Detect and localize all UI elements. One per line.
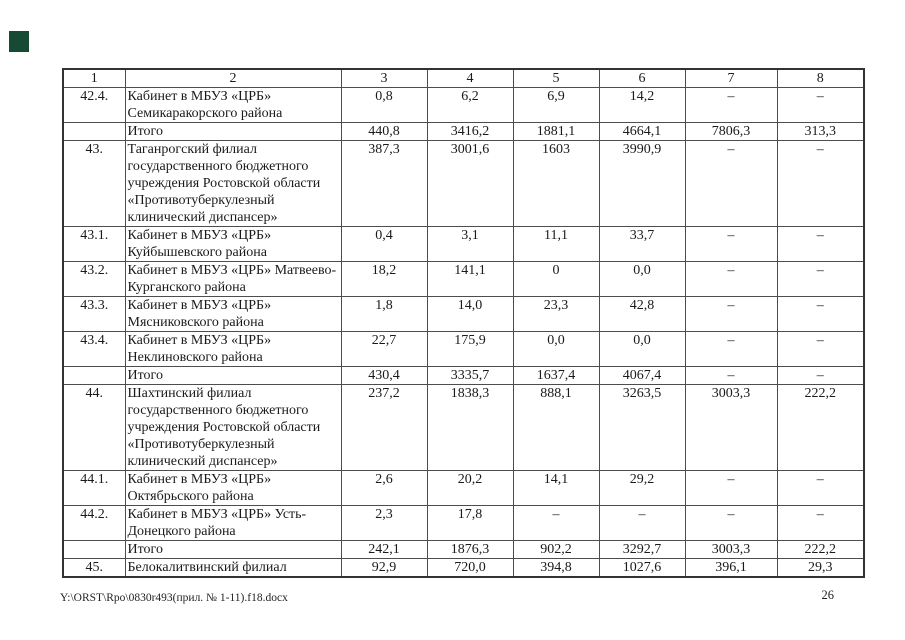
value-cell: 3003,3 bbox=[685, 385, 777, 471]
value-cell: – bbox=[685, 332, 777, 367]
row-name-cell: Шахтинский филиал государственного бюджетного учреждения Ростовской области «Противотуберкулезный клинический диспансер» bbox=[125, 385, 341, 471]
value-cell: 0,0 bbox=[599, 262, 685, 297]
row-number-cell bbox=[63, 367, 125, 385]
value-cell: 18,2 bbox=[341, 262, 427, 297]
table-row bbox=[63, 262, 864, 297]
row-number-cell: 44.1. bbox=[63, 471, 125, 506]
value-cell: – bbox=[777, 141, 864, 227]
value-cell: 17,8 bbox=[427, 506, 513, 541]
value-cell: – bbox=[777, 332, 864, 367]
column-header: 3 bbox=[341, 69, 427, 88]
value-cell: 0,0 bbox=[513, 332, 599, 367]
table-body bbox=[63, 88, 864, 578]
row-number-cell: 43.4. bbox=[63, 332, 125, 367]
value-cell: 222,2 bbox=[777, 385, 864, 471]
value-cell: 33,7 bbox=[599, 227, 685, 262]
value-cell: 29,2 bbox=[599, 471, 685, 506]
value-cell: 20,2 bbox=[427, 471, 513, 506]
value-cell: 0 bbox=[513, 262, 599, 297]
value-cell: 396,1 bbox=[685, 559, 777, 578]
value-cell: 902,2 bbox=[513, 541, 599, 559]
value-cell: 222,2 bbox=[777, 541, 864, 559]
column-header: 4 bbox=[427, 69, 513, 88]
row-number-cell: 45. bbox=[63, 559, 125, 578]
value-cell: 430,4 bbox=[341, 367, 427, 385]
row-number-cell: 43. bbox=[63, 141, 125, 227]
footer-file-path: Y:\ORST\Rpo\0830r493(прил. № 1-11).f18.docx bbox=[60, 592, 288, 604]
value-cell: 2,6 bbox=[341, 471, 427, 506]
value-cell: 1,8 bbox=[341, 297, 427, 332]
row-number-cell: 43.1. bbox=[63, 227, 125, 262]
row-name-cell: Итого bbox=[125, 541, 341, 559]
value-cell: 3292,7 bbox=[599, 541, 685, 559]
value-cell: – bbox=[685, 141, 777, 227]
table-header bbox=[63, 69, 864, 88]
value-cell: 3416,2 bbox=[427, 123, 513, 141]
corner-marker bbox=[9, 31, 29, 52]
value-cell: – bbox=[777, 297, 864, 332]
table-row bbox=[63, 385, 864, 471]
row-name-cell: Кабинет в МБУЗ «ЦРБ» Куйбышевского района bbox=[125, 227, 341, 262]
value-cell: – bbox=[685, 297, 777, 332]
value-cell: 888,1 bbox=[513, 385, 599, 471]
value-cell: 440,8 bbox=[341, 123, 427, 141]
table-row bbox=[63, 559, 864, 578]
table-row bbox=[63, 123, 864, 141]
value-cell: 3003,3 bbox=[685, 541, 777, 559]
value-cell: – bbox=[599, 506, 685, 541]
row-number-cell: 44.2. bbox=[63, 506, 125, 541]
value-cell: 3,1 bbox=[427, 227, 513, 262]
value-cell: 22,7 bbox=[341, 332, 427, 367]
row-name-cell: Итого bbox=[125, 123, 341, 141]
value-cell: – bbox=[685, 471, 777, 506]
value-cell: 14,1 bbox=[513, 471, 599, 506]
table-row bbox=[63, 367, 864, 385]
row-number-cell bbox=[63, 123, 125, 141]
value-cell: 242,1 bbox=[341, 541, 427, 559]
value-cell: 175,9 bbox=[427, 332, 513, 367]
value-cell: 29,3 bbox=[777, 559, 864, 578]
table-header-row bbox=[63, 69, 864, 88]
value-cell: 1876,3 bbox=[427, 541, 513, 559]
document-table bbox=[62, 68, 865, 578]
value-cell: 4664,1 bbox=[599, 123, 685, 141]
value-cell: 3001,6 bbox=[427, 141, 513, 227]
row-name-cell: Кабинет в МБУЗ «ЦРБ» Усть-Донецкого района bbox=[125, 506, 341, 541]
value-cell: – bbox=[685, 262, 777, 297]
column-header: 7 bbox=[685, 69, 777, 88]
row-name-cell: Кабинет в МБУЗ «ЦРБ» Октябрьского района bbox=[125, 471, 341, 506]
value-cell: 1881,1 bbox=[513, 123, 599, 141]
value-cell: – bbox=[685, 88, 777, 123]
column-header: 6 bbox=[599, 69, 685, 88]
value-cell: – bbox=[777, 88, 864, 123]
row-number-cell: 43.2. bbox=[63, 262, 125, 297]
row-number-cell: 42.4. bbox=[63, 88, 125, 123]
table-row bbox=[63, 506, 864, 541]
value-cell: 14,2 bbox=[599, 88, 685, 123]
table-row bbox=[63, 227, 864, 262]
value-cell: 1838,3 bbox=[427, 385, 513, 471]
value-cell: 313,3 bbox=[777, 123, 864, 141]
value-cell: – bbox=[777, 506, 864, 541]
row-name-cell: Кабинет в МБУЗ «ЦРБ» Неклиновского района bbox=[125, 332, 341, 367]
value-cell: 92,9 bbox=[341, 559, 427, 578]
column-header: 1 bbox=[63, 69, 125, 88]
value-cell: 6,9 bbox=[513, 88, 599, 123]
table-row bbox=[63, 471, 864, 506]
column-header: 2 bbox=[125, 69, 341, 88]
row-name-cell: Кабинет в МБУЗ «ЦРБ» Матвеево-Курганского района bbox=[125, 262, 341, 297]
row-name-cell: Кабинет в МБУЗ «ЦРБ» Семикаракорского района bbox=[125, 88, 341, 123]
value-cell: 4067,4 bbox=[599, 367, 685, 385]
value-cell: 6,2 bbox=[427, 88, 513, 123]
value-cell: 11,1 bbox=[513, 227, 599, 262]
value-cell: 387,3 bbox=[341, 141, 427, 227]
table-row bbox=[63, 297, 864, 332]
value-cell: 14,0 bbox=[427, 297, 513, 332]
row-name-cell: Кабинет в МБУЗ «ЦРБ» Мясниковского района bbox=[125, 297, 341, 332]
value-cell: 141,1 bbox=[427, 262, 513, 297]
value-cell: 1603 bbox=[513, 141, 599, 227]
value-cell: 2,3 bbox=[341, 506, 427, 541]
value-cell: – bbox=[777, 227, 864, 262]
value-cell: 0,4 bbox=[341, 227, 427, 262]
value-cell: – bbox=[685, 506, 777, 541]
value-cell: 7806,3 bbox=[685, 123, 777, 141]
value-cell: 0,8 bbox=[341, 88, 427, 123]
value-cell: 394,8 bbox=[513, 559, 599, 578]
row-name-cell: Таганрогский филиал государственного бюджетного учреждения Ростовской области «Противотуберкулезный клинический диспансер» bbox=[125, 141, 341, 227]
value-cell: 237,2 bbox=[341, 385, 427, 471]
value-cell: 42,8 bbox=[599, 297, 685, 332]
value-cell: – bbox=[685, 227, 777, 262]
footer-page-number: 26 bbox=[821, 588, 834, 602]
row-name-cell: Белокалитвинский филиал bbox=[125, 559, 341, 578]
table-row bbox=[63, 141, 864, 227]
row-number-cell: 43.3. bbox=[63, 297, 125, 332]
value-cell: 0,0 bbox=[599, 332, 685, 367]
value-cell: – bbox=[513, 506, 599, 541]
value-cell: – bbox=[777, 367, 864, 385]
table-row bbox=[63, 541, 864, 559]
row-number-cell: 44. bbox=[63, 385, 125, 471]
value-cell: 3263,5 bbox=[599, 385, 685, 471]
value-cell: 1637,4 bbox=[513, 367, 599, 385]
value-cell: 720,0 bbox=[427, 559, 513, 578]
table-row bbox=[63, 332, 864, 367]
row-number-cell bbox=[63, 541, 125, 559]
value-cell: 3990,9 bbox=[599, 141, 685, 227]
value-cell: 1027,6 bbox=[599, 559, 685, 578]
column-header: 8 bbox=[777, 69, 864, 88]
value-cell: – bbox=[685, 367, 777, 385]
value-cell: 23,3 bbox=[513, 297, 599, 332]
value-cell: – bbox=[777, 471, 864, 506]
column-header: 5 bbox=[513, 69, 599, 88]
row-name-cell: Итого bbox=[125, 367, 341, 385]
value-cell: – bbox=[777, 262, 864, 297]
table-row bbox=[63, 88, 864, 123]
value-cell: 3335,7 bbox=[427, 367, 513, 385]
